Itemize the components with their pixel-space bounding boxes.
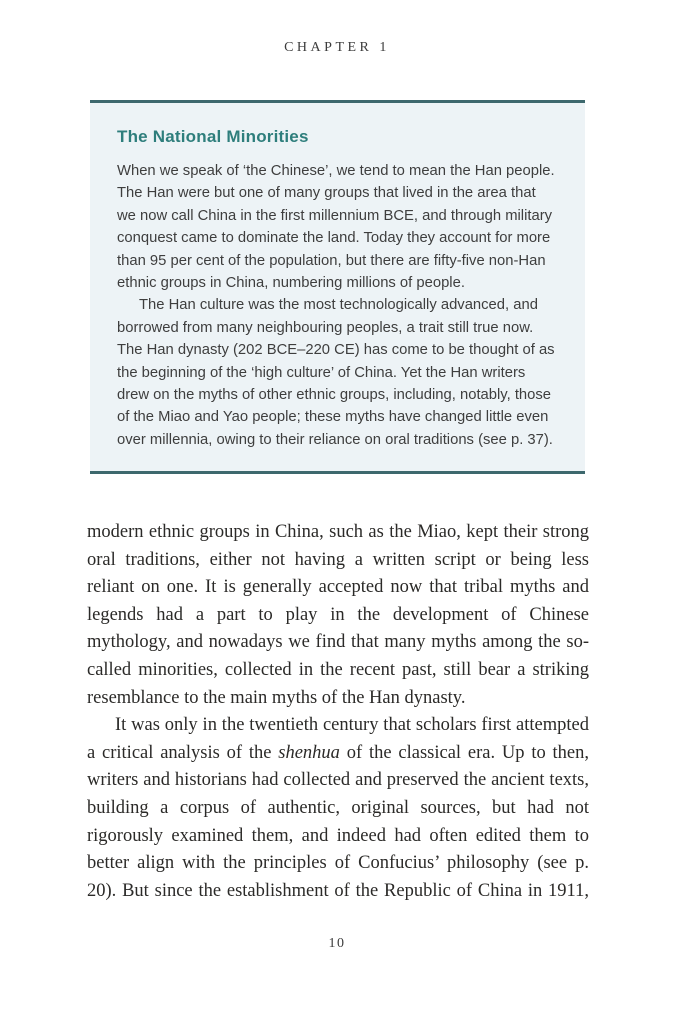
box-paragraph: The Han culture was the most technologically advanced, and borrowed from many neighbouring peoples, a trait still true now. The Han dynasty (202 BCE–220 CE) has come to be thought of as the beginning of the ‘high culture’ of China. Yet the Han writers drew on the myths of other ethnic groups, including, notably, those of the Miao and Yao people; these myths have changed little even over millennia, owing to their reliance on oral traditions (see p. 37). — [117, 297, 555, 448]
body-paragraph: modern ethnic groups in China, such as the Miao, kept their strong oral traditions, either not having a written script or being less reliant on one. It is generally accepted now that tribal myths and legends had a part to play in the development of Chinese mythology, and nowadays we find that many myths among the so-called minorities, collected in the recent past, still bear a striking resemblance to the main myths of the Han dynasty. — [87, 522, 589, 708]
body-paragraph-segment: It was only in the twentieth century that scholars first attempted a critical analysis of the — [87, 715, 589, 763]
body-paragraph — [87, 712, 589, 905]
italic-term: shenhua — [278, 742, 340, 763]
main-body-text — [87, 519, 589, 905]
page-number: 10 — [328, 936, 346, 951]
box-paragraph: When we speak of ‘the Chinese’, we tend to mean the Han people. The Han were but one of many groups that lived in the area that we now call China in the first millennium BCE, and through military conquest came to dominate the land. Today they account for more than 95 per cent of the population, but there are fifty-five non-Han ethnic groups in China, numbering millions of people. — [117, 163, 555, 292]
chapter-header: CHAPTER 1 — [284, 40, 390, 55]
minorities-info-box — [90, 100, 585, 474]
box-title: The National Minorities — [117, 127, 309, 146]
body-paragraph-segment: of the classical era. Up to then, writers and historians had collected and preserved the ancient texts, building a corpus of authentic, original sources, but had not rigorously examined them, and indeed had often edited them to better align with the principles of Confucius’ philosophy (see p. 20). But since the establishment of the Republic of China in 1911, — [87, 742, 590, 901]
